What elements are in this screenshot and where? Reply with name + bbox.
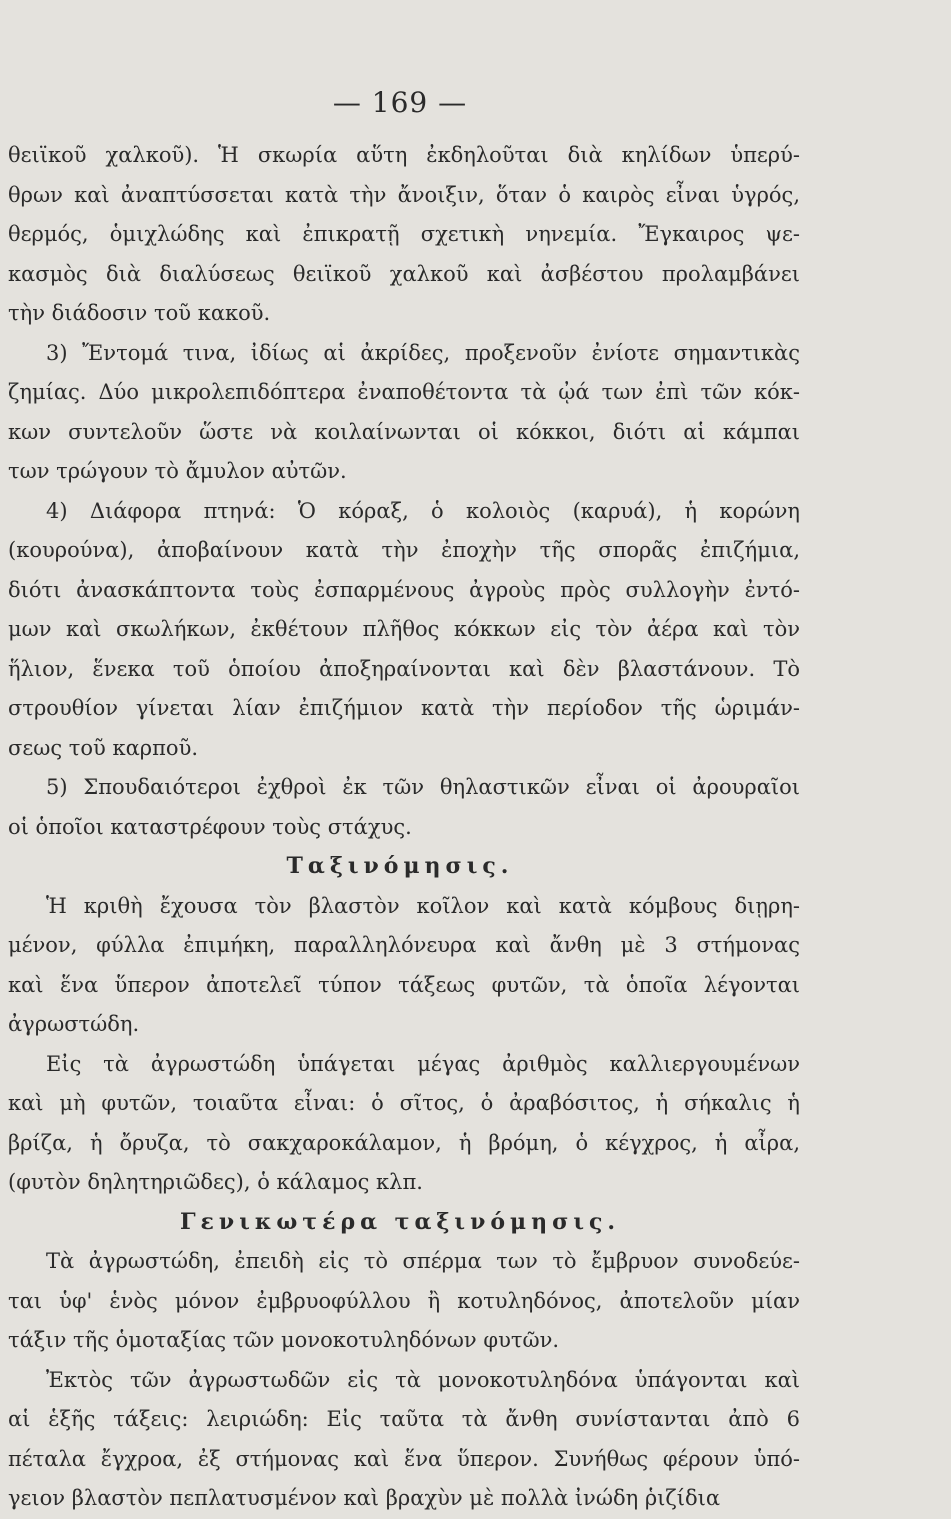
page-number: — 169 — (332, 86, 468, 119)
text-line: Τὰ ἀγρωστώδη, ἐπειδὴ εἰς τὸ σπέρμα των τὸ ἔμβρυον συνοδεύε- (46, 1249, 800, 1273)
text-line: καὶ μὴ φυτῶν, τοιαῦτα εἶναι: ὁ σῖτος, ὁ ἀραβόσιτος, ἡ σήκαλις ἡ (8, 1091, 800, 1115)
paragraph (0, 492, 800, 769)
text-line: ζημίας. Δύο μικρολεπιδόπτερα ἐναποθέτοντα τὰ ᾠά των ἐπὶ τῶν κόκ- (8, 380, 800, 404)
text-line: οἱ ὁποῖοι καταστρέφουν τοὺς στάχυς. (8, 814, 412, 839)
text-line: διότι ἀνασκάπτοντα τοὺς ἐσπαρμένους ἀγροὺς πρὸς συλλογὴν ἐντό- (8, 577, 800, 602)
text-line: (κουρούνα), ἀποβαίνουν κατὰ τὴν ἐποχὴν τῆς σπορᾶς ἐπιζήμια, (8, 538, 800, 562)
text-line: σεως τοῦ καρποῦ. (8, 735, 199, 760)
text-line: 5) Σπουδαιότεροι ἐχθροὶ ἐκ τῶν θηλαστικῶν εἶναι οἱ ἀρουραῖοι (46, 775, 800, 799)
text-line: γειον βλαστὸν πεπλατυσμένον καὶ βραχὺν μὲ πολλὰ ἰνώδη ῥιζίδια (8, 1486, 721, 1510)
paragraph (0, 1361, 800, 1519)
text-line: 4) Διάφορα πτηνά: Ὁ κόραξ, ὁ κολοιὸς (καρυά), ἡ κορώνη (46, 498, 800, 523)
text-line: ται ὑφ' ἑνὸς μόνον ἐμβρυοφύλλου ἢ κοτυληδόνος, ἀποτελοῦν μίαν (8, 1288, 800, 1313)
section-heading (0, 1203, 800, 1243)
text-line: τὴν διάδοσιν τοῦ κακοῦ. (8, 301, 271, 325)
text-line: κασμὸς διὰ διαλύσεως θειϊκοῦ χαλκοῦ καὶ ἀσβέστου προλαμβάνει (8, 261, 800, 286)
paragraph (0, 1045, 800, 1203)
text-line: πέταλα ἔγχροα, ἐξ στήμονας καὶ ἕνα ὕπερον. Συνήθως φέρουν ὑπό- (8, 1446, 800, 1471)
text-line: Εἰς τὰ ἀγρωστώδη ὑπάγεται μέγας ἀριθμὸς καλλιεργουμένων (46, 1051, 800, 1076)
text-line: στρουθίον γίνεται λίαν ἐπιζήμιον κατὰ τὴν περίοδον τῆς ὡριμάν- (8, 696, 800, 720)
text-line: θερμός, ὁμιχλώδης καὶ ἐπικρατῇ σχετικὴ νηνεμία. Ἔγκαιρος ψε- (8, 222, 800, 246)
text-line: ἀγρωστώδη. (8, 1012, 140, 1036)
text-line: θειϊκοῦ χαλκοῦ). Ἡ σκωρία αὕτη ἐκδηλοῦται διὰ κηλίδων ὑπερύ- (8, 143, 800, 167)
text-line: καὶ ἕνα ὕπερον ἀποτελεῖ τύπον τάξεως φυτῶν, τὰ ὁποῖα λέγονται (8, 972, 800, 997)
text-line: (φυτὸν δηλητηριῶδες), ὁ κάλαμος κλπ. (8, 1170, 423, 1194)
paragraph (0, 1242, 800, 1361)
heading-text: Ταξινόμησις. (286, 853, 514, 879)
text-line: Ἐκτὸς τῶν ἀγρωστωδῶν εἰς τὰ μονοκοτυληδόνα ὑπάγονται καὶ (46, 1367, 800, 1392)
text-line: κων συντελοῦν ὥστε νὰ κοιλαίνωνται οἱ κόκκοι, διότι αἱ κάμπαι (8, 419, 800, 444)
text-line: μων καὶ σκωλήκων, ἐκθέτουν πλῆθος κόκκων εἰς τὸν ἀέρα καὶ τὸν (8, 617, 800, 641)
paragraph (0, 887, 800, 1045)
text-line: αἱ ἑξῆς τάξεις: λειριώδη: Εἰς ταῦτα τὰ ἄνθη συνίστανται ἀπὸ 6 (8, 1407, 800, 1431)
text-line: Ἡ κριθὴ ἔχουσα τὸν βλαστὸν κοῖλον καὶ κατὰ κόμβους διῃρη- (46, 893, 800, 918)
text-line: μένον, φύλλα ἐπιμήκη, παραλληλόνευρα καὶ ἄνθη μὲ 3 στήμονας (8, 933, 800, 957)
paragraph (0, 334, 800, 492)
text-line: θρων καὶ ἀναπτύσσεται κατὰ τὴν ἄνοιξιν, ὅταν ὁ καιρὸς εἶναι ὑγρός, (8, 182, 800, 207)
text-line: ἥλιον, ἕνεκα τοῦ ὁποίου ἀποξηραίνονται καὶ δὲν βλαστάνουν. Τὸ (8, 656, 800, 681)
paragraph (0, 136, 800, 334)
text-body (0, 136, 800, 1519)
text-line: τάξιν τῆς ὁμοταξίας τῶν μονοκοτυληδόνων φυτῶν. (8, 1328, 560, 1352)
heading-text: Γενικωτέρα ταξινόμησις. (179, 1208, 621, 1235)
paragraph (0, 768, 800, 847)
text-line: 3) Ἔντομά τινα, ἰδίως αἱ ἀκρίδες, προξενοῦν ἐνίοτε σημαντικὰς (46, 340, 800, 365)
section-heading (0, 847, 800, 887)
text-line: βρίζα, ἡ ὄρυζα, τὸ σακχαροκάλαμον, ἡ βρόμη, ὁ κέγχρος, ἡ αἶρα, (8, 1130, 800, 1155)
text-line: των τρώγουν τὸ ἄμυλον αὐτῶν. (8, 459, 347, 483)
